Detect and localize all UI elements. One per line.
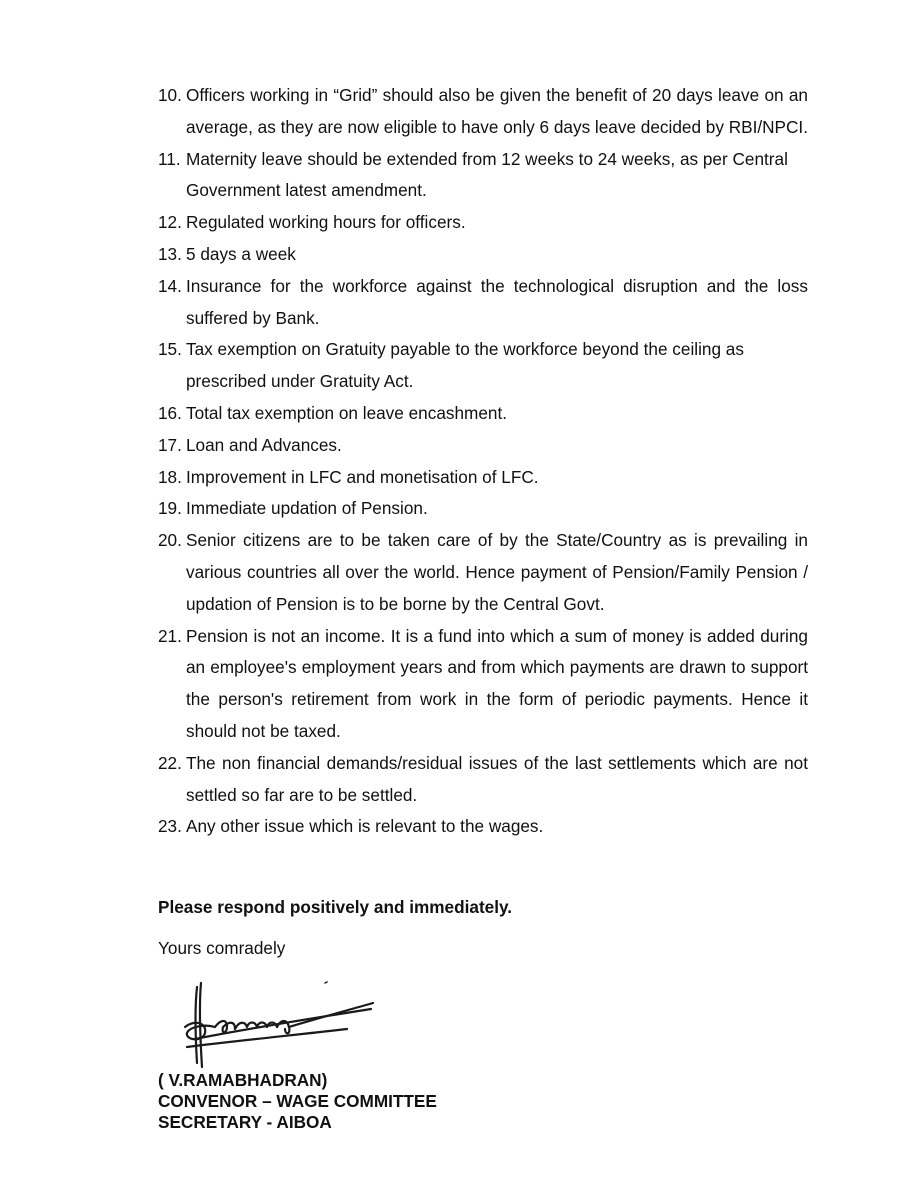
item-number: 20.: [158, 530, 182, 551]
list-item: [158, 239, 808, 271]
item-number: 22.: [158, 752, 182, 773]
item-number: 15.: [158, 339, 182, 360]
item-number: 17.: [158, 434, 182, 455]
item-text: Any other issue which is relevant to the wages.: [186, 816, 544, 837]
item-number: 18.: [158, 466, 182, 487]
signatory-title: SECRETARY - AIBOA: [158, 1112, 332, 1132]
complimentary-close: Yours comradely: [158, 938, 286, 958]
list-item: [158, 430, 808, 462]
list-item: [158, 398, 808, 430]
item-text: Insurance for the workforce against the technological disruption and the loss suffered by Bank.: [186, 275, 808, 328]
item-text: Pension is not an income. It is a fund into which a sum of money is added during an employee's employment years and from which payments are drawn to support the person's retirement from work in the form of periodic payments. Hence it should not be taxed.: [186, 625, 808, 741]
list-item: [158, 493, 808, 525]
item-text: Improvement in LFC and monetisation of LFC.: [186, 466, 539, 487]
item-text: Senior citizens are to be taken care of by the State/Country as is prevailing in various countries all over the world. Hence payment of Pension/Family Pension / updation of Pension is to be borne by the Central Govt.: [186, 530, 808, 614]
signatory-name: ( V.RAMABHADRAN): [158, 1070, 328, 1090]
item-number: 13.: [158, 243, 182, 264]
item-number: 12.: [158, 212, 182, 233]
closing-statement: Please respond positively and immediately.: [158, 897, 513, 917]
item-text: Immediate updation of Pension.: [186, 498, 428, 519]
signatory-title: CONVENOR – WAGE COMMITTEE: [158, 1091, 437, 1111]
item-text: Loan and Advances.: [186, 434, 342, 455]
list-item: [158, 525, 808, 620]
item-number: 10.: [158, 85, 182, 105]
demands-list: [158, 80, 808, 843]
list-item: [158, 748, 808, 812]
list-item: [158, 811, 808, 843]
item-text: 5 days a week: [186, 243, 296, 264]
item-number: 14.: [158, 275, 182, 296]
item-number: 23.: [158, 816, 182, 837]
list-item: [158, 462, 808, 494]
list-item: [158, 144, 808, 208]
list-item: [158, 271, 808, 335]
signature-icon: [175, 975, 385, 1070]
item-number: 11.: [158, 148, 181, 169]
list-item: [158, 80, 808, 144]
item-number: 19.: [158, 498, 182, 519]
item-text: The non financial demands/residual issues of the last settlements which are not settled so far are to be settled.: [186, 752, 808, 805]
item-text: Regulated working hours for officers.: [186, 212, 466, 233]
item-text: Maternity leave should be extended from 12 weeks to 24 weeks, as per Central Government latest amendment.: [186, 148, 788, 201]
item-number: 16.: [158, 402, 182, 423]
item-text: Total tax exemption on leave encashment.: [186, 402, 508, 423]
item-text: Officers working in “Grid” should also be given the benefit of 20 days leave on an average, as they are now eligible to have only 6 days leave decided by RBI/NPCI.: [186, 85, 808, 137]
list-item: [158, 334, 808, 398]
list-item: [158, 621, 808, 748]
item-number: 21.: [158, 625, 182, 646]
list-item: [158, 207, 808, 239]
item-text: Tax exemption on Gratuity payable to the workforce beyond the ceiling as prescribed under Gratuity Act.: [186, 339, 744, 392]
signatory-block: [158, 1070, 437, 1133]
